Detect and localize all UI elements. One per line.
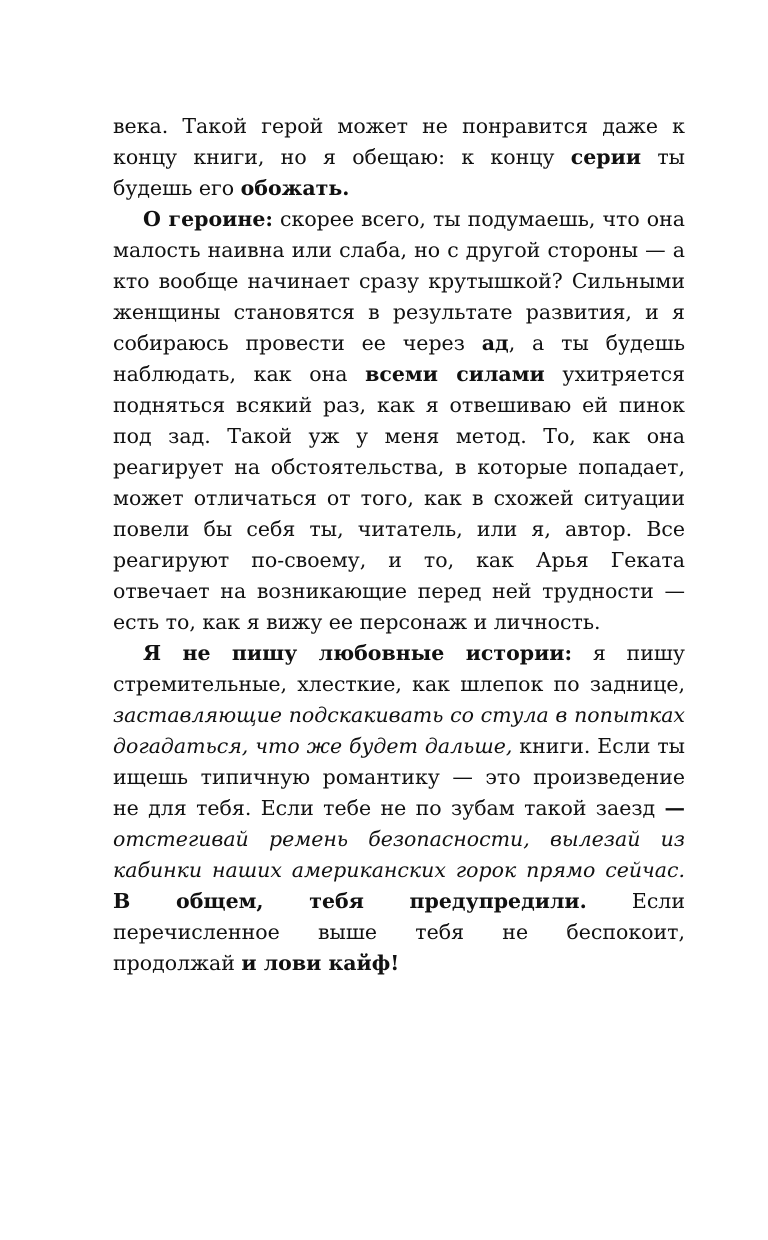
- paragraph-not-love-stories: [113, 638, 685, 979]
- section-lead: Я не пишу любовные истории:: [143, 641, 573, 665]
- paragraph-text: ты будешь его: [113, 145, 685, 200]
- italic-text: заставляющие подскакивать со стула в попытках догадаться, что же будет дальше,: [113, 703, 685, 758]
- italic-text: отстегивай ремень безопасности, вылезай из кабинки наших американских горок прямо сейчас.: [113, 827, 685, 882]
- bold-text: обожать.: [240, 176, 350, 200]
- paragraph-text: , а ты будешь наблюдать, как она: [113, 331, 686, 386]
- bold-text: всеми силами: [365, 362, 545, 386]
- bold-text: В общем, тебя предупредили.: [113, 889, 587, 913]
- page-body: [113, 111, 685, 979]
- paragraph-text: века. Такой герой может не понравится даже к концу книги, но я обещаю: к концу: [113, 114, 685, 169]
- paragraph-text: ухитряется подняться всякий раз, как я отвешиваю ей пинок под зад. Такой уж у меня метод. То, как она реагирует на обстоятельства, в которые попадает, может отличаться от того, как в схожей ситуации повели бы себя ты, читатель, или я, автор. Все реагируют по-своему, и то, как Арья Геката отвечает на возникающие перед ней трудности — есть то, как я вижу ее персонаж и личность.: [113, 362, 685, 634]
- bold-text: и лови кайф!: [241, 951, 400, 975]
- paragraph-text: скорее всего, ты подумаешь, что она малость наивна или слаба, но с другой стороны — а кто вообще начинает сразу крутышкой? Сильными женщины становятся в результате развития, и я собираюсь провести ее через: [113, 207, 685, 355]
- bold-text: серии: [570, 145, 642, 169]
- bold-dash: —: [664, 796, 685, 820]
- paragraph-heroine: [113, 204, 685, 638]
- paragraph-text: книги. Если ты ищешь типичную романтику — это произведение не для тебя. Если тебе не по зубам такой заезд: [113, 734, 685, 820]
- section-lead: О героине:: [143, 207, 273, 231]
- paragraph-text: Если перечисленное выше тебя не беспокоит, продолжай: [113, 889, 685, 975]
- paragraph-hero-ending: [113, 111, 685, 204]
- bold-text: ад: [481, 331, 509, 355]
- paragraph-text: я пишу стремительные, хлесткие, как шлепок по заднице,: [113, 641, 685, 696]
